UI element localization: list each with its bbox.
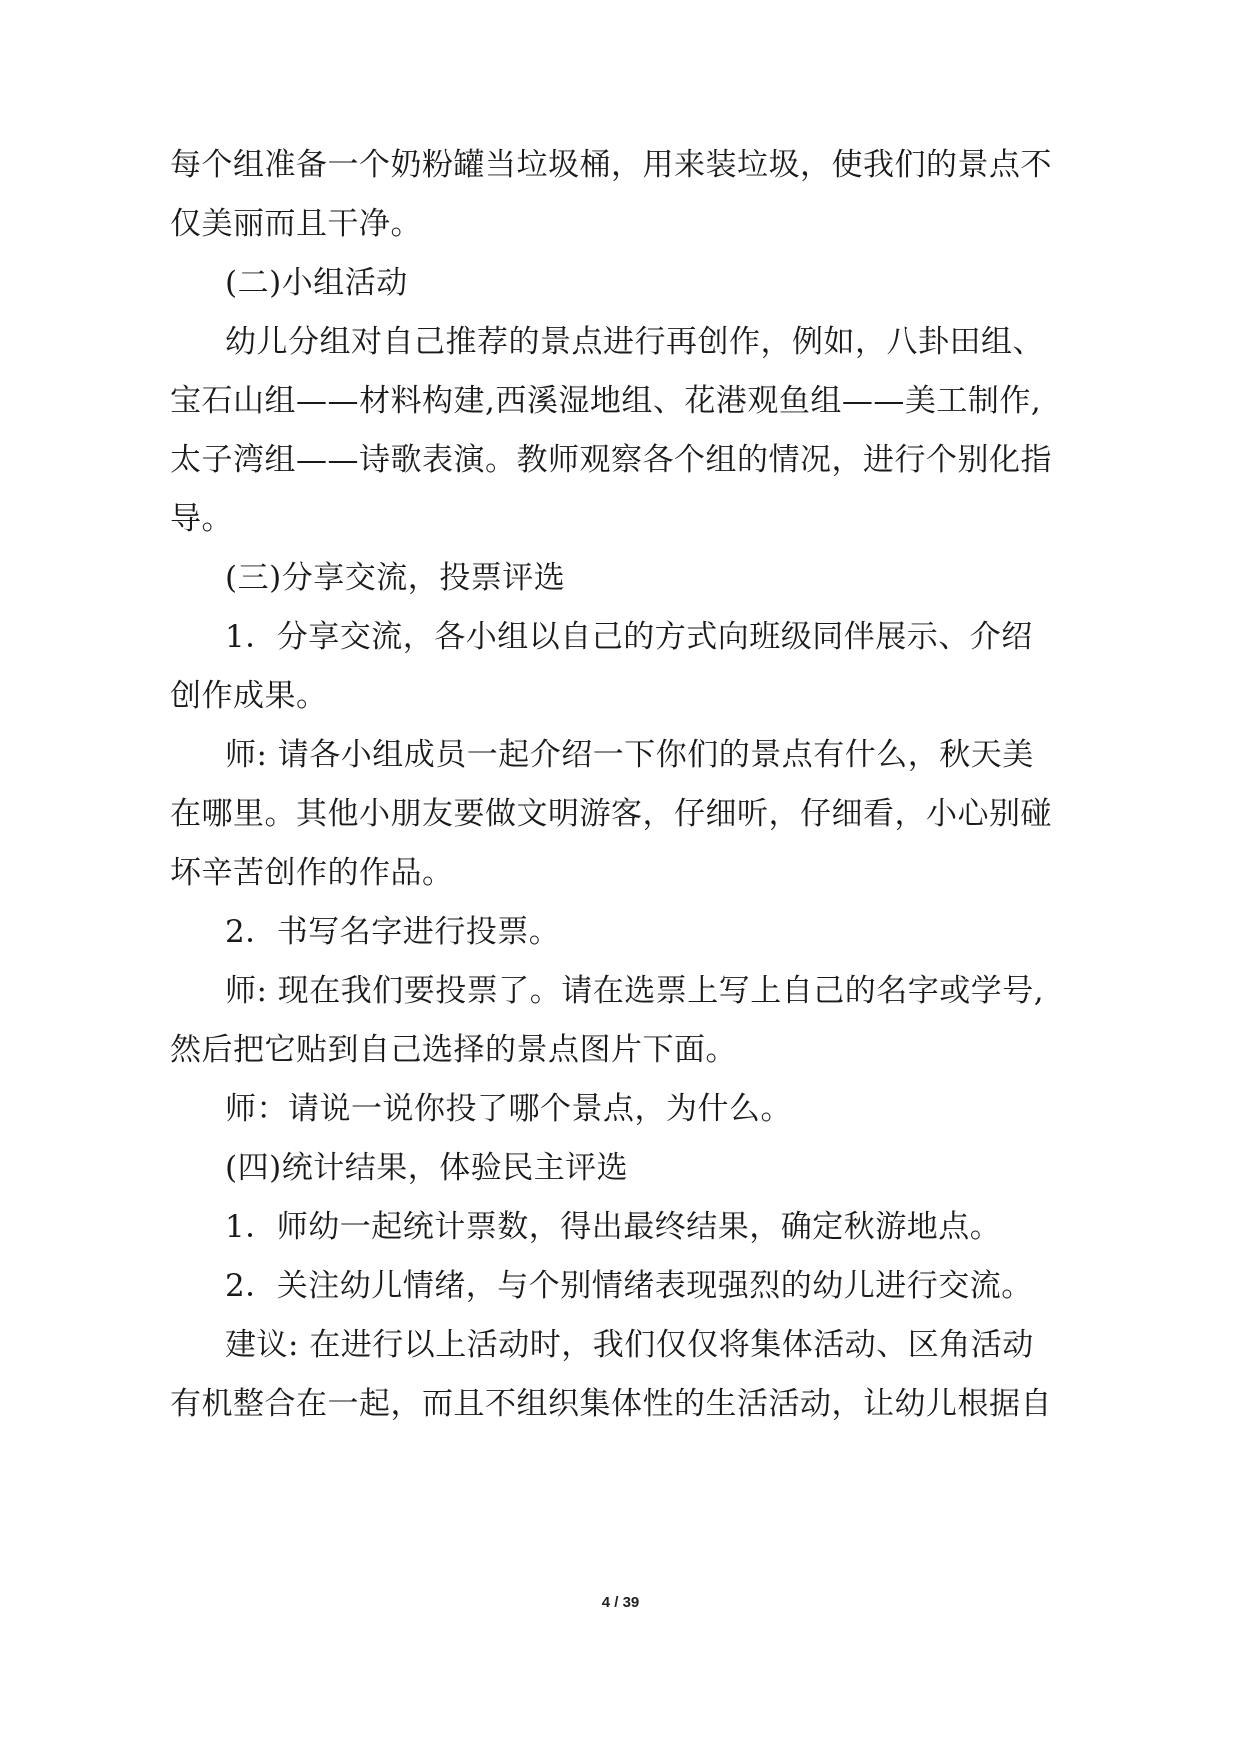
text-line: 1．分享交流，各小组以自己的方式向班级同伴展示、介绍 xyxy=(225,619,1033,655)
text-line: 太子湾组——诗歌表演。教师观察各个组的情况，进行个别化指 xyxy=(170,442,1052,478)
text-line: 宝石山组——材料构建,西溪湿地组、花港观鱼组——美工制作, xyxy=(170,383,1042,419)
text-line: 幼儿分组对自己推荐的景点进行再创作，例如，八卦田组、 xyxy=(225,324,1044,360)
text-line: 仅美丽而且干净。 xyxy=(170,206,422,242)
text-line: 每个组准备一个奶粉罐当垃圾桶，用来装垃圾，使我们的景点不 xyxy=(170,147,1052,183)
text-line: 然后把它贴到自己选择的景点图片下面。 xyxy=(170,1032,737,1068)
text-line: 有机整合在一起，而且不组织集体性的生活活动，让幼儿根据自 xyxy=(170,1386,1052,1422)
text-line: 2．关注幼儿情绪，与个别情绪表现强烈的幼儿进行交流。 xyxy=(225,1268,1033,1304)
section-heading: (三)分享交流，投票评选 xyxy=(225,560,566,596)
text-line: 师: 请各小组成员一起介绍一下你们的景点有什么，秋天美 xyxy=(225,737,1034,773)
text-line: 导。 xyxy=(170,501,233,537)
text-line: 师：请说一说你投了哪个景点，为什么。 xyxy=(225,1091,792,1127)
text-line: 创作成果。 xyxy=(170,678,328,714)
text-line: 建议: 在进行以上活动时，我们仅仅将集体活动、区角活动 xyxy=(225,1327,1034,1363)
text-line: 2．书写名字进行投票。 xyxy=(225,914,561,950)
text-line: 1．师幼一起统计票数，得出最终结果，确定秋游地点。 xyxy=(225,1209,1002,1245)
section-heading: (二)小组活动 xyxy=(225,265,408,301)
text-line: 师: 现在我们要投票了。请在选票上写上自己的名字或学号, xyxy=(225,973,1045,1009)
text-line: 在哪里。其他小朋友要做文明游客，仔细听，仔细看，小心别碰 xyxy=(170,796,1052,832)
page-indicator: 4 / 39 xyxy=(601,1594,640,1611)
section-heading: (四)统计结果，体验民主评选 xyxy=(225,1150,629,1186)
text-line: 坏辛苦创作的作品。 xyxy=(170,855,454,891)
